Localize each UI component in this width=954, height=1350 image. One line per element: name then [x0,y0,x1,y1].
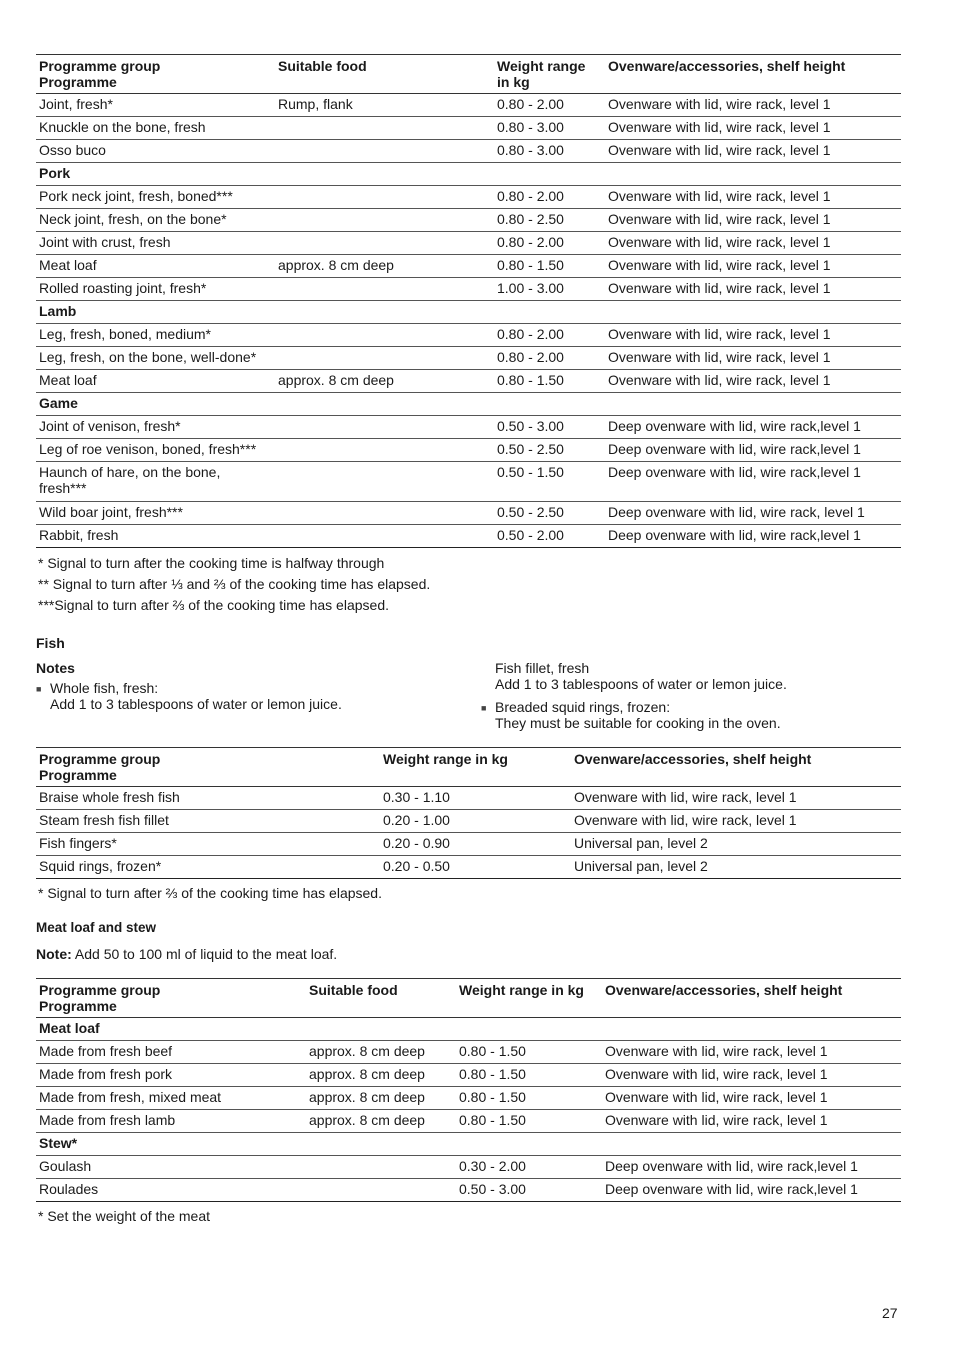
table-cell: Ovenware with lid, wire rack, level 1 [605,1112,828,1128]
table-cell: Ovenware with lid, wire rack, level 1 [574,789,797,805]
table-row [36,810,901,833]
table-cell: Joint of venison, fresh* [39,418,181,434]
footnote-meatloaf: * Set the weight of the meat [38,1208,210,1224]
note-title: ■ Breaded squid rings, frozen: [495,699,671,715]
table-cell [306,1179,456,1202]
table-cell: 0.80 - 2.00 [497,349,564,365]
table-cell: 0.80 - 2.00 [497,234,564,250]
table-cell: Braise whole fresh fish [39,789,180,805]
column-header: Programme group Programme [39,982,161,1014]
table-cell [275,186,494,209]
fish-table [36,747,901,879]
table-cell [275,209,494,232]
table-row [36,1156,901,1179]
table-group-row [36,1018,901,1041]
table-cell: 0.80 - 1.50 [459,1043,526,1059]
table-group-row [36,393,901,416]
table-row [36,255,901,278]
note-text: Add 1 to 3 tablespoons of water or lemon juice. [495,676,787,692]
table-row [36,117,901,140]
table-cell [275,525,494,548]
table-row [36,1179,901,1202]
column-header: Weight range in kg [383,751,508,767]
table-cell: 0.80 - 1.50 [497,257,564,273]
table-cell: 0.30 - 1.10 [383,789,450,805]
table-cell: 0.50 - 1.50 [497,464,564,480]
table-row [36,209,901,232]
table-row [36,525,901,548]
table-cell: 0.20 - 0.50 [383,858,450,874]
group-label: Pork [39,165,71,181]
note-title: Fish fillet, fresh [495,660,590,676]
table-cell: 0.80 - 1.50 [459,1112,526,1128]
table-cell: Rump, flank [278,96,353,112]
meat-table [36,54,901,548]
table-cell: Steam fresh fish fillet [39,812,169,828]
table-cell: 0.80 - 2.00 [497,188,564,204]
table-group-row [36,301,901,324]
table-cell: Knuckle on the bone, fresh [39,119,206,135]
table-cell: Ovenware with lid, wire rack, level 1 [608,257,831,273]
group-label: Meat loaf [39,1020,100,1036]
table-row [36,1064,901,1087]
table-cell: Meat loaf [39,372,97,388]
table-cell: Joint with crust, fresh [39,234,171,250]
table-cell: 0.50 - 2.50 [497,504,564,520]
table-cell: Made from fresh lamb [39,1112,176,1128]
table-cell: 0.80 - 1.50 [459,1066,526,1082]
table-cell: Pork neck joint, fresh, boned*** [39,188,233,204]
table-cell: Rabbit, fresh [39,527,119,543]
group-label: Lamb [39,303,77,319]
table-row [36,1087,901,1110]
table-cell: approx. 8 cm deep [309,1112,425,1128]
note-title: ■ Whole fish, fresh: [50,680,159,696]
note-whole-fish [50,680,342,712]
table-row [36,856,901,879]
footnotes-meat [38,553,430,616]
table-cell: Haunch of hare, on the bone, fresh*** [39,464,221,496]
note-label: Note: [36,946,72,962]
table-cell: Deep ovenware with lid, wire rack,level 1 [608,464,861,480]
table-cell [275,462,494,502]
table-cell: Universal pan, level 2 [574,858,708,874]
table-cell: 0.80 - 2.00 [497,96,564,112]
table-cell: Roulades [39,1181,99,1197]
table-cell: Leg, fresh, boned, medium* [39,326,211,342]
table-cell: Deep ovenware with lid, wire rack,level 1 [605,1181,858,1197]
table-cell: Deep ovenware with lid, wire rack,level 1 [608,527,861,543]
section-heading-fish: Fish [36,635,65,651]
table-cell [275,439,494,462]
table-header-row [36,979,901,1018]
note-text: They must be suitable for cooking in the oven. [495,715,781,731]
table-cell: Rolled roasting joint, fresh* [39,280,207,296]
column-header: Ovenware/accessories, shelf height [608,58,846,74]
column-header: Suitable food [309,982,398,998]
table-cell: 0.20 - 1.00 [383,812,450,828]
group-label: Stew* [39,1135,78,1151]
column-header: Suitable food [278,58,367,74]
notes-heading: Notes [36,660,75,676]
table-row [36,140,901,163]
table-cell: Universal pan, level 2 [574,835,708,851]
table-row [36,278,901,301]
table-cell: Deep ovenware with lid, wire rack, level 1 [608,504,865,520]
table-cell: Deep ovenware with lid, wire rack,level 1 [608,418,861,434]
table-row [36,1041,901,1064]
table-cell: Ovenware with lid, wire rack, level 1 [608,142,831,158]
table-cell [306,1156,456,1179]
table-cell: 0.80 - 1.50 [497,372,564,388]
table-cell: Joint, fresh* [39,96,113,112]
table-cell: 0.80 - 1.50 [459,1089,526,1105]
table-cell: Made from fresh beef [39,1043,173,1059]
section-heading-meatloaf: Meat loaf and stew [36,920,157,935]
table-cell: Ovenware with lid, wire rack, level 1 [608,234,831,250]
table-cell: approx. 8 cm deep [309,1043,425,1059]
table-cell: Ovenware with lid, wire rack, level 1 [605,1066,828,1082]
note-fish-fillet [495,660,787,692]
table-row [36,833,901,856]
table-cell: Osso buco [39,142,106,158]
table-cell [275,416,494,439]
table-row [36,186,901,209]
table-cell: Made from fresh pork [39,1066,173,1082]
column-header: Weight range in kg [497,58,586,90]
table-cell: Ovenware with lid, wire rack, level 1 [608,188,831,204]
table-cell: 0.80 - 2.50 [497,211,564,227]
table-cell: Wild boar joint, fresh*** [39,504,183,520]
table-header-row [36,748,901,787]
table-row [36,232,901,255]
table-cell: 0.50 - 2.50 [497,441,564,457]
table-cell: 0.80 - 2.00 [497,326,564,342]
table-cell: 0.80 - 3.00 [497,142,564,158]
table-cell: Ovenware with lid, wire rack, level 1 [608,96,831,112]
meatloaf-note [36,946,337,962]
table-cell: 0.80 - 3.00 [497,119,564,135]
note-squid-rings [495,699,781,731]
table-row [36,439,901,462]
table-cell: Ovenware with lid, wire rack, level 1 [605,1089,828,1105]
table-cell: 0.20 - 0.90 [383,835,450,851]
table-row [36,370,901,393]
footnote: ** Signal to turn after ⅓ and ⅔ of the cooking time has elapsed. [38,576,431,592]
footnote-fish: * Signal to turn after ⅔ of the cooking time has elapsed. [38,885,382,901]
table-cell: Squid rings, frozen* [39,858,162,874]
table-row [36,1110,901,1133]
table-cell: Neck joint, fresh, on the bone* [39,211,227,227]
note-text: Add 50 to 100 ml of liquid to the meat loaf. [71,946,338,962]
table-cell [275,117,494,140]
table-group-row [36,163,901,186]
table-cell [275,140,494,163]
table-cell: approx. 8 cm deep [278,257,394,273]
table-cell [275,278,494,301]
table-cell: Goulash [39,1158,92,1174]
table-cell [275,324,494,347]
table-cell: 0.30 - 2.00 [459,1158,526,1174]
table-cell: 0.50 - 2.00 [497,527,564,543]
table-cell: Fish fingers* [39,835,117,851]
table-cell: Ovenware with lid, wire rack, level 1 [608,119,831,135]
table-cell [275,232,494,255]
table-cell: 0.50 - 3.00 [459,1181,526,1197]
table-cell: 1.00 - 3.00 [497,280,564,296]
table-cell: Leg of roe venison, boned, fresh*** [39,441,257,457]
table-row [36,502,901,525]
table-cell: approx. 8 cm deep [278,372,394,388]
table-group-row [36,1133,901,1156]
table-cell: Ovenware with lid, wire rack, level 1 [608,280,831,296]
table-cell: Deep ovenware with lid, wire rack,level 1 [605,1158,858,1174]
table-cell: Ovenware with lid, wire rack, level 1 [608,349,831,365]
table-cell: 0.50 - 3.00 [497,418,564,434]
page-number: 27 [882,1305,898,1321]
table-row [36,416,901,439]
table-cell: Ovenware with lid, wire rack, level 1 [608,372,831,388]
column-header: Ovenware/accessories, shelf height [574,751,812,767]
table-row [36,787,901,810]
table-cell: Made from fresh, mixed meat [39,1089,222,1105]
column-header: Weight range in kg [459,982,584,998]
group-label: Game [39,395,78,411]
column-header: Programme group Programme [39,58,161,90]
table-cell [275,502,494,525]
table-header-row [36,55,901,94]
table-row [36,347,901,370]
footnote: ***Signal to turn after ⅔ of the cooking time has elapsed. [38,597,389,613]
table-row [36,94,901,117]
table-row [36,462,901,502]
table-cell: Meat loaf [39,257,97,273]
table-cell: Ovenware with lid, wire rack, level 1 [608,326,831,342]
table-cell: Ovenware with lid, wire rack, level 1 [605,1043,828,1059]
column-header: Programme group Programme [39,751,161,783]
table-cell: approx. 8 cm deep [309,1066,425,1082]
table-cell: Deep ovenware with lid, wire rack,level 1 [608,441,861,457]
meatloaf-stew-table [36,978,901,1202]
table-cell: Ovenware with lid, wire rack, level 1 [574,812,797,828]
table-row [36,324,901,347]
table-cell: Leg, fresh, on the bone, well-done* [39,349,257,365]
note-text: Add 1 to 3 tablespoons of water or lemon juice. [50,696,342,712]
footnote: * Signal to turn after the cooking time is halfway through [38,555,385,571]
table-cell: Ovenware with lid, wire rack, level 1 [608,211,831,227]
table-cell [275,347,494,370]
column-header: Ovenware/accessories, shelf height [605,982,843,998]
table-cell: approx. 8 cm deep [309,1089,425,1105]
